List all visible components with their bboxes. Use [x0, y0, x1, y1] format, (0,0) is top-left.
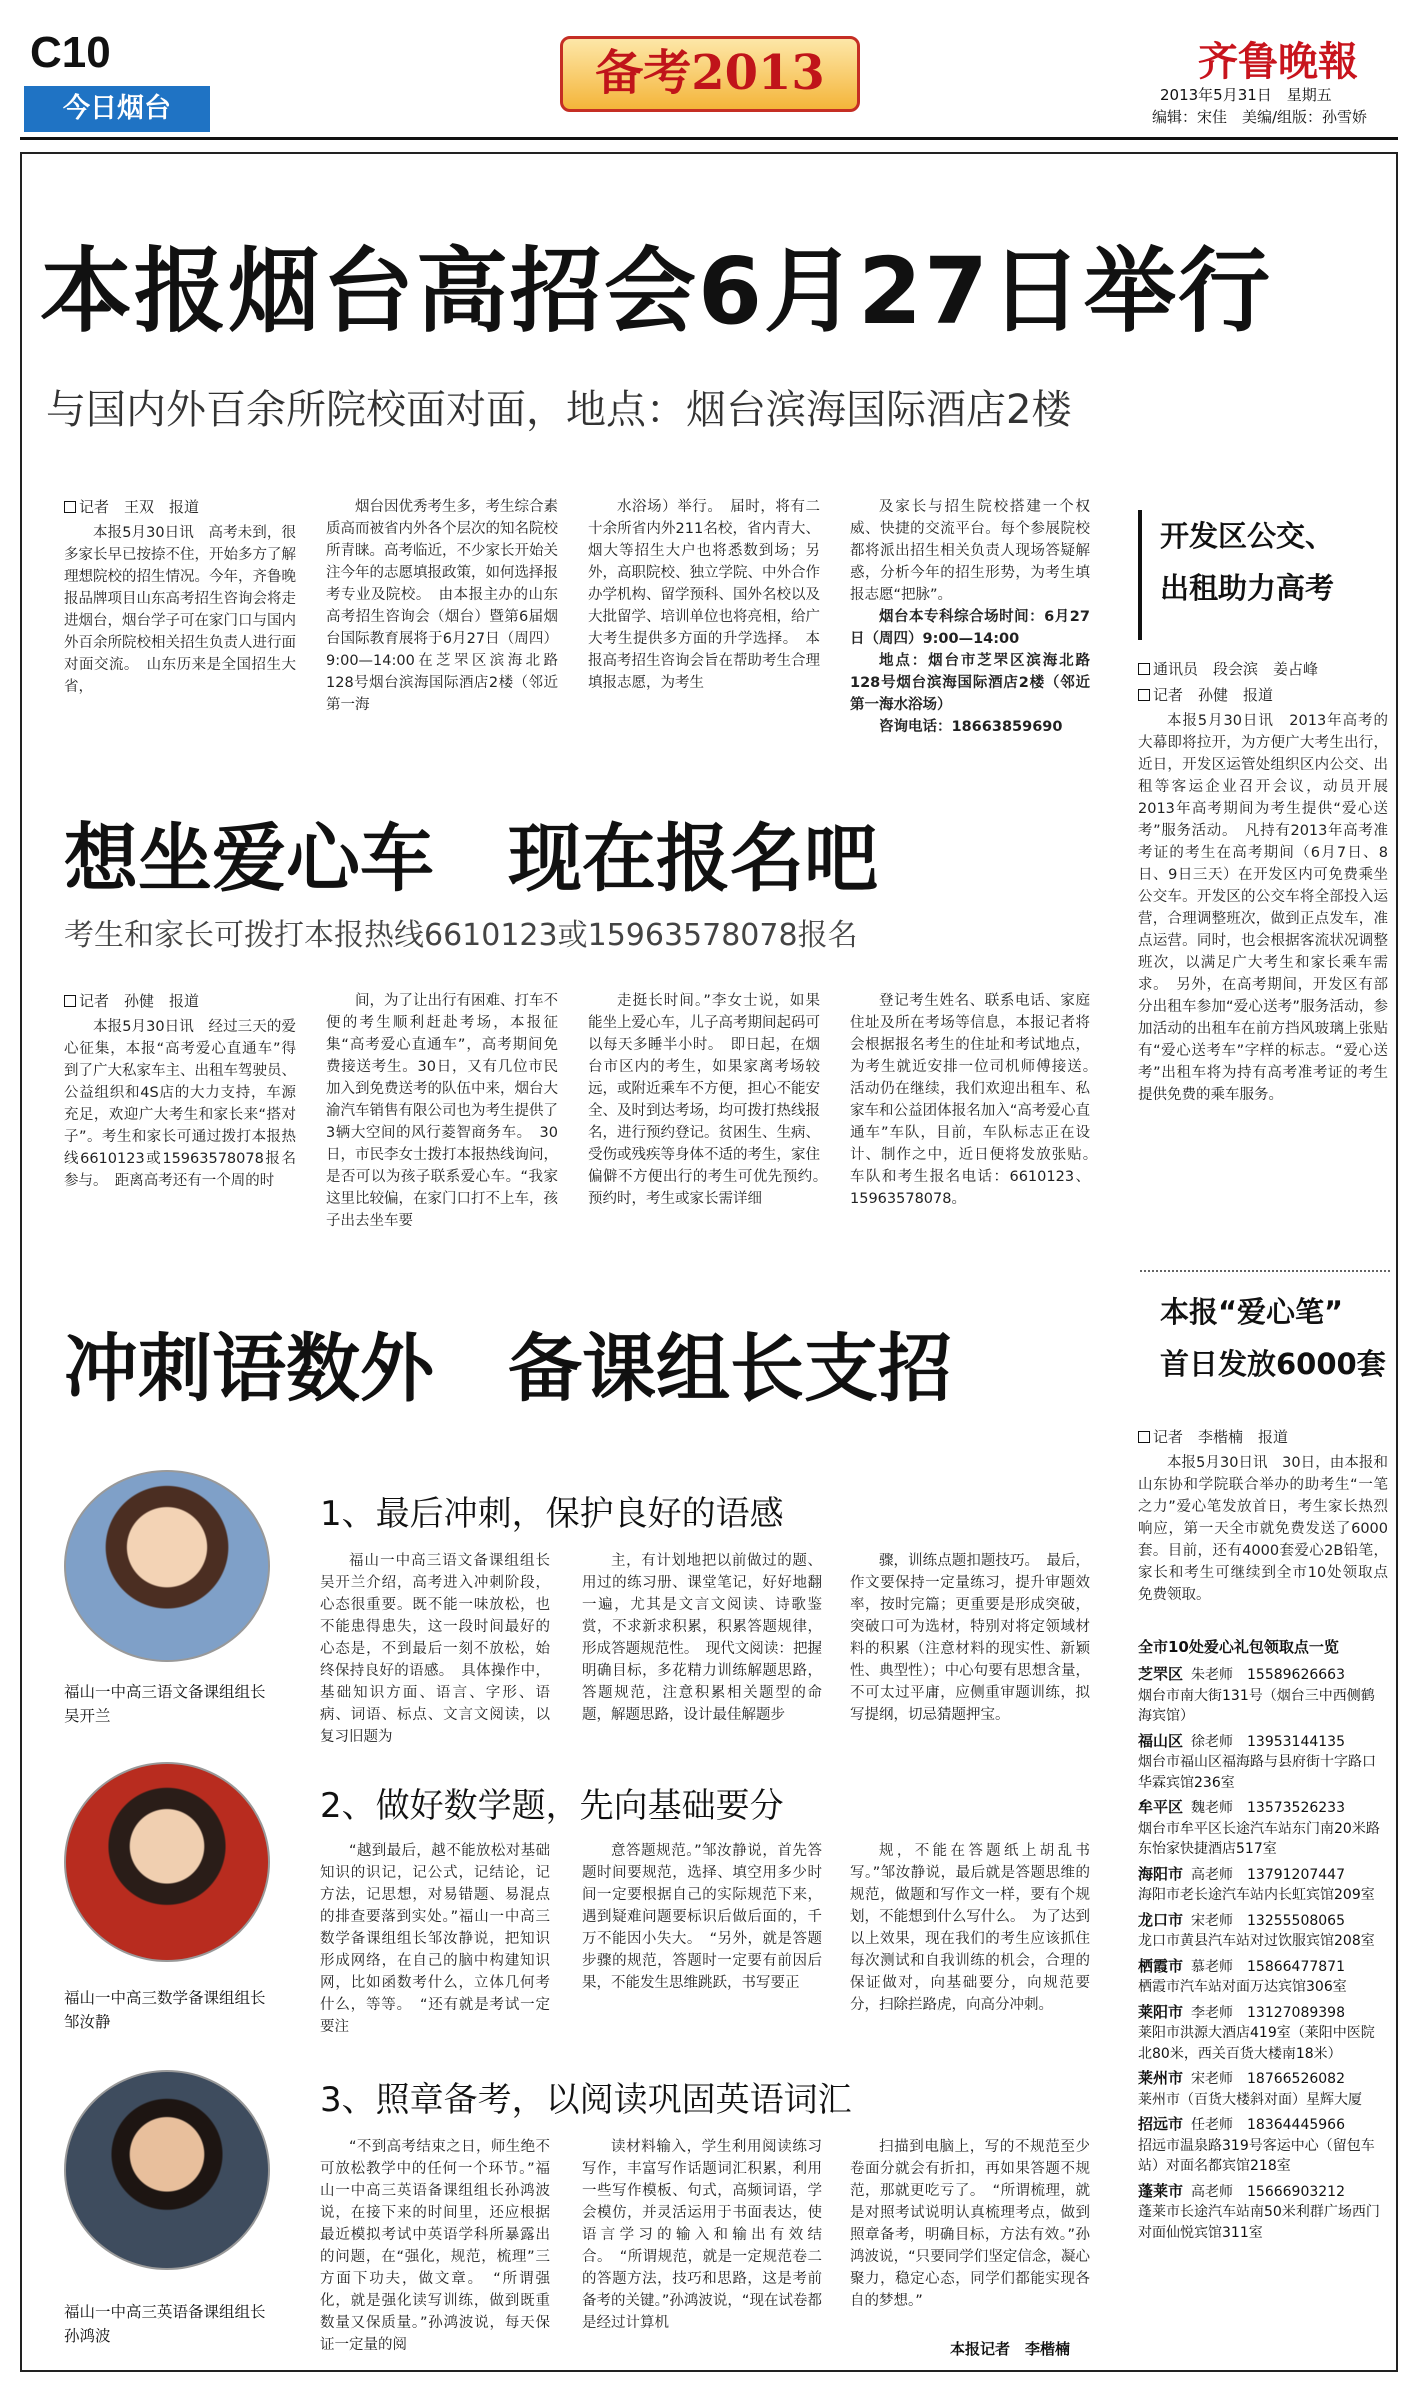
section3-col3 [850, 2136, 1090, 2338]
teacher-photo-english [64, 2070, 270, 2270]
sidebar2-byline: 记者 李楷楠 报道 [1138, 1426, 1388, 1448]
section2-col1 [320, 1840, 550, 2040]
article2-col4 [850, 990, 1105, 1258]
sidebar2-headline-line2: 首日发放6000套 [1160, 1347, 1386, 1381]
article1-col2 [326, 496, 558, 746]
pickup-address: 烟台市牟平区长途汽车站东门南20米路东怡家快捷酒店517室 [1138, 1820, 1380, 1857]
sidebar1-text: 本报5月30日讯 2013年高考的大幕即将拉开，为方便广大考生出行，近日，开发区运管处组织区内公交、出租等客运企业召开会议，动员开展2013年高考期间为考生提供“爱心送考”服务活动。 凡持有2013年高考准考证的考生在高考期间（6月7日、8日、9日三天）在开发区内可免费乘坐公交车。开发区的公交车将全部投入运营，合理调整班次，做到正点发车，准点运营。同时，也会根据客流状况调整班次，以满足广大考生和家长乘车需求。 另外，在高考期间，开发区有部分出租车参加“爱心送考”服务活动，参加活动的出租车在前方挡风玻璃上张贴有“爱心送考车”字样的标志。“爱心送考”出租车将为持有高考准考证的考生提供免费的乘车服务。 [1138, 713, 1388, 1103]
pickup-address: 龙口市黄县汽车站对过饮服宾馆208室 [1138, 1933, 1375, 1949]
pickup-address: 烟台市南大街131号（烟台三中西侧鹤海宾馆） [1138, 1687, 1375, 1724]
section2-col3 [850, 1840, 1090, 2040]
pickup-address: 招远市温泉路319号客运中心（留包车站）对面名都宾馆218室 [1138, 2137, 1375, 2174]
pickup-area: 牟平区 [1138, 1798, 1184, 1816]
pickup-list-item [1138, 1664, 1388, 1727]
article2-col3 [588, 990, 835, 1258]
section1-col2 [582, 1550, 822, 1760]
pickup-contact: 任老师 18364445966 [1191, 2117, 1345, 2133]
byline-box-icon [1138, 1431, 1150, 1443]
pickup-contact: 魏老师 13573526233 [1191, 1800, 1345, 1816]
article1-col1 [64, 496, 296, 746]
caption-chinese: 福山一中高三语文备课组组长 吴开兰 [64, 1683, 282, 1725]
teacher-photo-chinese [64, 1470, 270, 1662]
pickup-area: 海阳市 [1138, 1864, 1184, 1883]
article2-text: 间，为了让出行有困难、打车不便的考生顺利赶赴考场，本报征集“高考爱心直通车”，高考期间免费接送考生。30日，又有几位市民加入到免费送考的队伍中来，烟台大渝汽车销售有限公司也为考生提供了3辆大空间的风行菱智商务车。 30日，市民李女士拨打本报热线询问，是否可以为孩子联系爱心车。“我家这里比较偏，在家门口打不上车，孩子出去坐车要 [326, 993, 558, 1229]
article3-headline: 冲刺语数外 备课组长支招 [64, 1326, 952, 1412]
pickup-address: 海阳市老长途汽车站内长虹宾馆209室 [1138, 1887, 1375, 1903]
pickup-list-item [1138, 1910, 1388, 1952]
sidebar1-headline-line1: 开发区公交、 [1160, 519, 1335, 553]
article1-headline: 本报烟台高招会6月27日举行 [40, 238, 1273, 345]
pickup-list-item [1138, 1797, 1388, 1860]
article2-col1 [64, 990, 296, 1258]
pickup-address: 莱州市（百货大楼斜对面）星辉大厦 [1138, 2091, 1362, 2108]
section3-col1 [320, 2136, 550, 2360]
banner-title: 备考2013 [560, 36, 860, 112]
article2-text: 本报5月30日讯 经过三天的爱心征集，本报“高考爱心直通车”得到了广大私家车主、出租车驾驶员、公益组织和4S店的大力支持，车源充足，欢迎广大考生和家长来“搭对子”。考生和家长可通过拨打本报热线6610123或15963578078报名参与。 距离高考还有一个周的时 [64, 1019, 296, 1189]
section2-title: 2、做好数学题，先向基础要分 [320, 1786, 784, 1826]
article2-text: 走挺长时间。”李女士说，如果能坐上爱心车，儿子高考期间起码可以每天多睡半小时。 即日起，在烟台市区内的考生，如果家离考场较远，或附近乘车不方便，担心不能安全、及时到达考场，均可拨打热线报名，进行预约登记。贫困生、生病、受伤或残疾等身体不适的考生，家住偏僻不方便出行的考生可优先预约。 预约时，考生或家长需详细 [588, 993, 835, 1207]
sidebar2-text: 本报5月30日讯 30日，由本报和山东协和学院联合举办的助考生“一笔之力”爱心笔发放首日，考生家长热烈响应，第一天全市就免费发送了6000套。目前，还有4000套爱心2B铅笔，家长和考生可继续到全市10处领取点免费领取。 [1138, 1455, 1388, 1603]
article1-text: 本报5月30日讯 高考未到，很多家长早已按捺不住，开始多方了解理想院校的招生情况。今年，齐鲁晚报品牌项目山东高考招生咨询会将走进烟台，烟台学子可在家门口与国内外百余所院校相关招生负责人进行面对面交流。 山东历来是全国招生大省， [64, 525, 296, 695]
pickup-list-item [1138, 2068, 1388, 2110]
section3-title: 3、照章备考，以阅读巩固英语词汇 [320, 2080, 852, 2120]
sidebar1-accent [1138, 510, 1142, 640]
pickup-address: 栖霞市汽车站对面万达宾馆306室 [1138, 1979, 1347, 1995]
pickup-contact: 李老师 13127089398 [1191, 2004, 1345, 2021]
sidebar2-body [1138, 1426, 1388, 1616]
article1-col3 [588, 496, 820, 746]
article1-text: 水浴场）举行。 届时，将有二十余所省内外211名校，省内青大、烟大等招生大户也将悉数到场；另外，高职院校、独立学院、中外合作办学机构、留学预科、国外名校以及大批留学、培训单位也将亮相，给广大考生提供多方面的升学选择。 本报高考招生咨询会旨在帮助考生合理填报志愿，为考生 [588, 499, 820, 691]
pickup-area: 招远市 [1138, 2115, 1184, 2133]
section1-text: 骤，训练点题扣题技巧。 最后，作文要保持一定量练习，提升审题效率，按时完篇；更重要是形成突破，突破口可为选材，特别对将定领域材料的积累（注意材料的现实性、新颖性、典型性）；中心句要有思想含量，不可太过平庸，应侧重审题训练，拟写提纲，切忌猜题押宝。 [850, 1553, 1090, 1723]
caption-math: 福山一中高三数学备课组组长 邹汝静 [64, 1989, 282, 2031]
article1-subheadline: 与国内外百余所院校面对面，地点：烟台滨海国际酒店2楼 [46, 387, 1072, 433]
pickup-area: 龙口市 [1138, 1910, 1184, 1929]
section3-signature: 本报记者 李楷楠 [950, 2340, 1071, 2358]
pickup-area: 蓬莱市 [1138, 2181, 1184, 2200]
byline-box-icon [1138, 663, 1150, 675]
caption-english: 福山一中高三英语备课组组长 孙鸿波 [64, 2303, 282, 2345]
article1-byline: 记者 王双 报道 [64, 496, 296, 518]
pickup-contact: 朱老师 15589626663 [1191, 1667, 1345, 1683]
article2-col2 [326, 990, 558, 1258]
header-rule [20, 137, 1398, 140]
issue-date: 2013年5月31日 星期五 [1160, 86, 1332, 104]
article1-col4 [850, 496, 1090, 746]
section1-col1 [320, 1550, 550, 1760]
article2-subheadline: 考生和家长可拨打本报热线6610123或15963578078报名 [64, 918, 858, 953]
sidebar1-heading [1160, 510, 1388, 614]
pickup-area: 栖霞市 [1138, 1956, 1184, 1975]
pickup-address: 莱阳市洪源大酒店419室（莱阳中医院北80米，西关百货大楼南18米） [1138, 2025, 1375, 2062]
byline-box-icon [64, 501, 76, 513]
section3-text: 读材料输入，学生利用阅读练习写作，丰富写作话题词汇积累，利用一些写作模板、句式，高频词语，学会模仿，并灵活运用于书面表达，使语言学习的输入和输出有效结合。 “所谓规范，就是一定规范卷二的答题方法，技巧和思路，这是考前备考的关键。”孙鸿波说，“现在试卷都是经过计算机 [582, 2139, 822, 2331]
section3-text: 扫描到电脑上，写的不规范至少卷面分就会有折扣，再如果答题不规范，那就更吃亏了。 “所谓梳理，就是对照考试说明认真梳理考点，做到照章备考，明确目标，方法有效。”孙鸿波说，“只要同学们坚定信念，凝心聚力，稳定心态，同学们都能实现各自的梦想。” [850, 2139, 1090, 2309]
event-time: 烟台本专科综合场时间：6月27日（周四）9:00—14:00 [850, 609, 1090, 647]
article1-text: 及家长与招生院校搭建一个权威、快捷的交流平台。每个参展院校都将派出招生相关负责人现场答疑解惑，分析今年的招生形势，为考生填报志愿“把脉”。 [850, 499, 1090, 603]
sidebar1-headline-line2: 出租助力高考 [1160, 571, 1335, 605]
pickup-contact: 宋老师 13255508065 [1191, 1912, 1345, 1929]
section3-col2 [582, 2136, 822, 2360]
pickup-contact: 高老师 13791207447 [1191, 1866, 1345, 1883]
pickup-list-title: 全市10处爱心礼包领取点一览 [1138, 1638, 1339, 1656]
section1-title: 1、最后冲刺，保护良好的语感 [320, 1494, 784, 1534]
sidebar2-headline-line1: 本报“爱心笔” [1160, 1295, 1344, 1329]
sidebar1-byline1: 通讯员 段会滨 姜占峰 [1138, 658, 1388, 680]
section2-col2 [582, 1840, 822, 2040]
pickup-list-item [1138, 2181, 1388, 2244]
pickup-list-item [1138, 1731, 1388, 1794]
pickup-list [1138, 1664, 1388, 2364]
article2-byline: 记者 孙健 报道 [64, 990, 296, 1012]
section2-text: “越到最后，越不能放松对基础知识的识记，记公式，记结论，记方法，记思想，对易错题、易混点的排查要落到实处。”福山一中高三数学备课组组长邹汝静说，把知识形成网络，在自己的脑中构建知识网，比如函数考什么，立体几何考什么，等等。 “还有就是考试一定要注 [320, 1843, 550, 2035]
sidebar-divider [1140, 1270, 1390, 1272]
page-number: C10 [30, 28, 111, 77]
section1-text: 主，有计划地把以前做过的题、用过的练习册、课堂笔记，好好地翻一遍，尤其是文言文阅读、诗歌鉴赏，不求新求积累，积累答题规律，形成答题规范性。 现代文阅读：把握明确目标，多花精力训练解题思路，答题规范，注意积累相关题型的命题，解题思路，设计最佳解题步 [582, 1553, 822, 1723]
article2-headline: 想坐爱心车 现在报名吧 [64, 816, 878, 902]
article2-text: 登记考生姓名、联系电话、家庭住址及所在考场等信息，本报记者将会根据报名考生的住址和考试地点，为考生就近安排一位司机师傅接送。 活动仍在继续，我们欢迎出租车、私家车和公益团体报名加入“高考爱心直通车”车队，目前，车队标志正在设计、制作之中，近日便将发放张贴。 车队和考生报名电话：6610123、15963578078。 [850, 993, 1105, 1207]
pickup-contact: 宋老师 18766526082 [1191, 2071, 1345, 2087]
teacher-photo-math [64, 1762, 270, 1962]
sidebar1-body [1138, 658, 1388, 1258]
pickup-contact: 高老师 15666903212 [1191, 2183, 1345, 2200]
section2-text: 意答题规范。”邹汝静说，首先答题时间要规范，选择、填空用多少时间一定要根据自己的实际规范下来，遇到疑难问题要标识后做后面的，千万不能因小失大。 “另外，就是答题步骤的规范，答题时一定要有前因后果，不能发生思维跳跃，书写要正 [582, 1843, 822, 1991]
byline-box-icon [64, 995, 76, 1007]
section-label: 今日烟台 [24, 86, 210, 132]
section1-col3 [850, 1550, 1090, 1760]
pickup-list-item [1138, 2114, 1388, 2177]
section2-text: 规，不能在答题纸上胡乱书写。”邹汝静说，最后就是答题思维的规范，做题和写作文一样，要有个规划，不能想到什么写什么。 为了达到以上效果，现在我们的考生应该抓住每次测试和自我训练的机会，合理的保证做对，向基础要分，向规范要分，扫除拦路虎，向高分冲刺。 [850, 1843, 1090, 2013]
pickup-contact: 慕老师 15866477871 [1191, 1958, 1345, 1975]
sidebar1-byline2: 记者 孙健 报道 [1138, 684, 1388, 706]
pickup-area: 莱州市 [1138, 2069, 1184, 2087]
byline-box-icon [1138, 689, 1150, 701]
pickup-list-item [1138, 1864, 1388, 1906]
pickup-list-item [1138, 2002, 1388, 2065]
pickup-area: 芝罘区 [1138, 1665, 1184, 1683]
event-location: 地点：烟台市芝罘区滨海北路128号烟台滨海国际酒店2楼（邻近第一海水浴场） [850, 653, 1090, 713]
section3-text: “不到高考结束之日，师生绝不可放松教学中的任何一个环节。”福山一中高三英语备课组组长孙鸿波说，在接下来的时间里，还应根据最近模拟考试中英语学科所暴露出的问题，在“强化，规范，梳理”三方面下功夫，做文章。 “所谓强化，就是强化读写训练，做到既重数量又保质量。”孙鸿波说，每天保证一定量的阅 [320, 2139, 550, 2353]
sidebar2-heading [1160, 1286, 1388, 1390]
pickup-address: 烟台市福山区福海路与县府街十字路口华霖宾馆236室 [1138, 1754, 1376, 1791]
section1-text: 福山一中高三语文备课组组长吴开兰介绍，高考进入冲刺阶段，心态很重要。既不能一味放松，也不能患得患失，这一段时间最好的心态是，不到最后一刻不放松，始终保持良好的语感。 具体操作中，基础知识方面、语言、字形、语病、词语、标点、文言文阅读，以复习旧题为 [320, 1553, 550, 1745]
pickup-area: 福山区 [1138, 1731, 1184, 1750]
pickup-list-item [1138, 1956, 1388, 1998]
article1-text: 烟台因优秀考生多，考生综合素质高而被省内外各个层次的知名院校所青睐。高考临近，不少家长开始关注今年的志愿填报政策，如何选择报考专业及院校。 由本报主办的山东高考招生咨询会（烟台）暨第6届烟台国际教育展将于6月27日（周四）9:00—14:00在芝罘区滨海北路128号烟台滨海国际酒店2楼（邻近第一海 [326, 499, 558, 713]
newspaper-logo: 齐鲁晚報 [1198, 38, 1358, 85]
event-phone: 咨询电话：18663859690 [879, 719, 1063, 735]
pickup-address: 蓬莱市长途汽车站南50米利群广场西门对面仙悦宾馆311室 [1138, 2204, 1380, 2241]
pickup-contact: 徐老师 13953144135 [1191, 1733, 1345, 1750]
pickup-area: 莱阳市 [1138, 2002, 1184, 2021]
editors-line: 编辑：宋佳 美编/组版：孙雪娇 [1152, 108, 1368, 126]
